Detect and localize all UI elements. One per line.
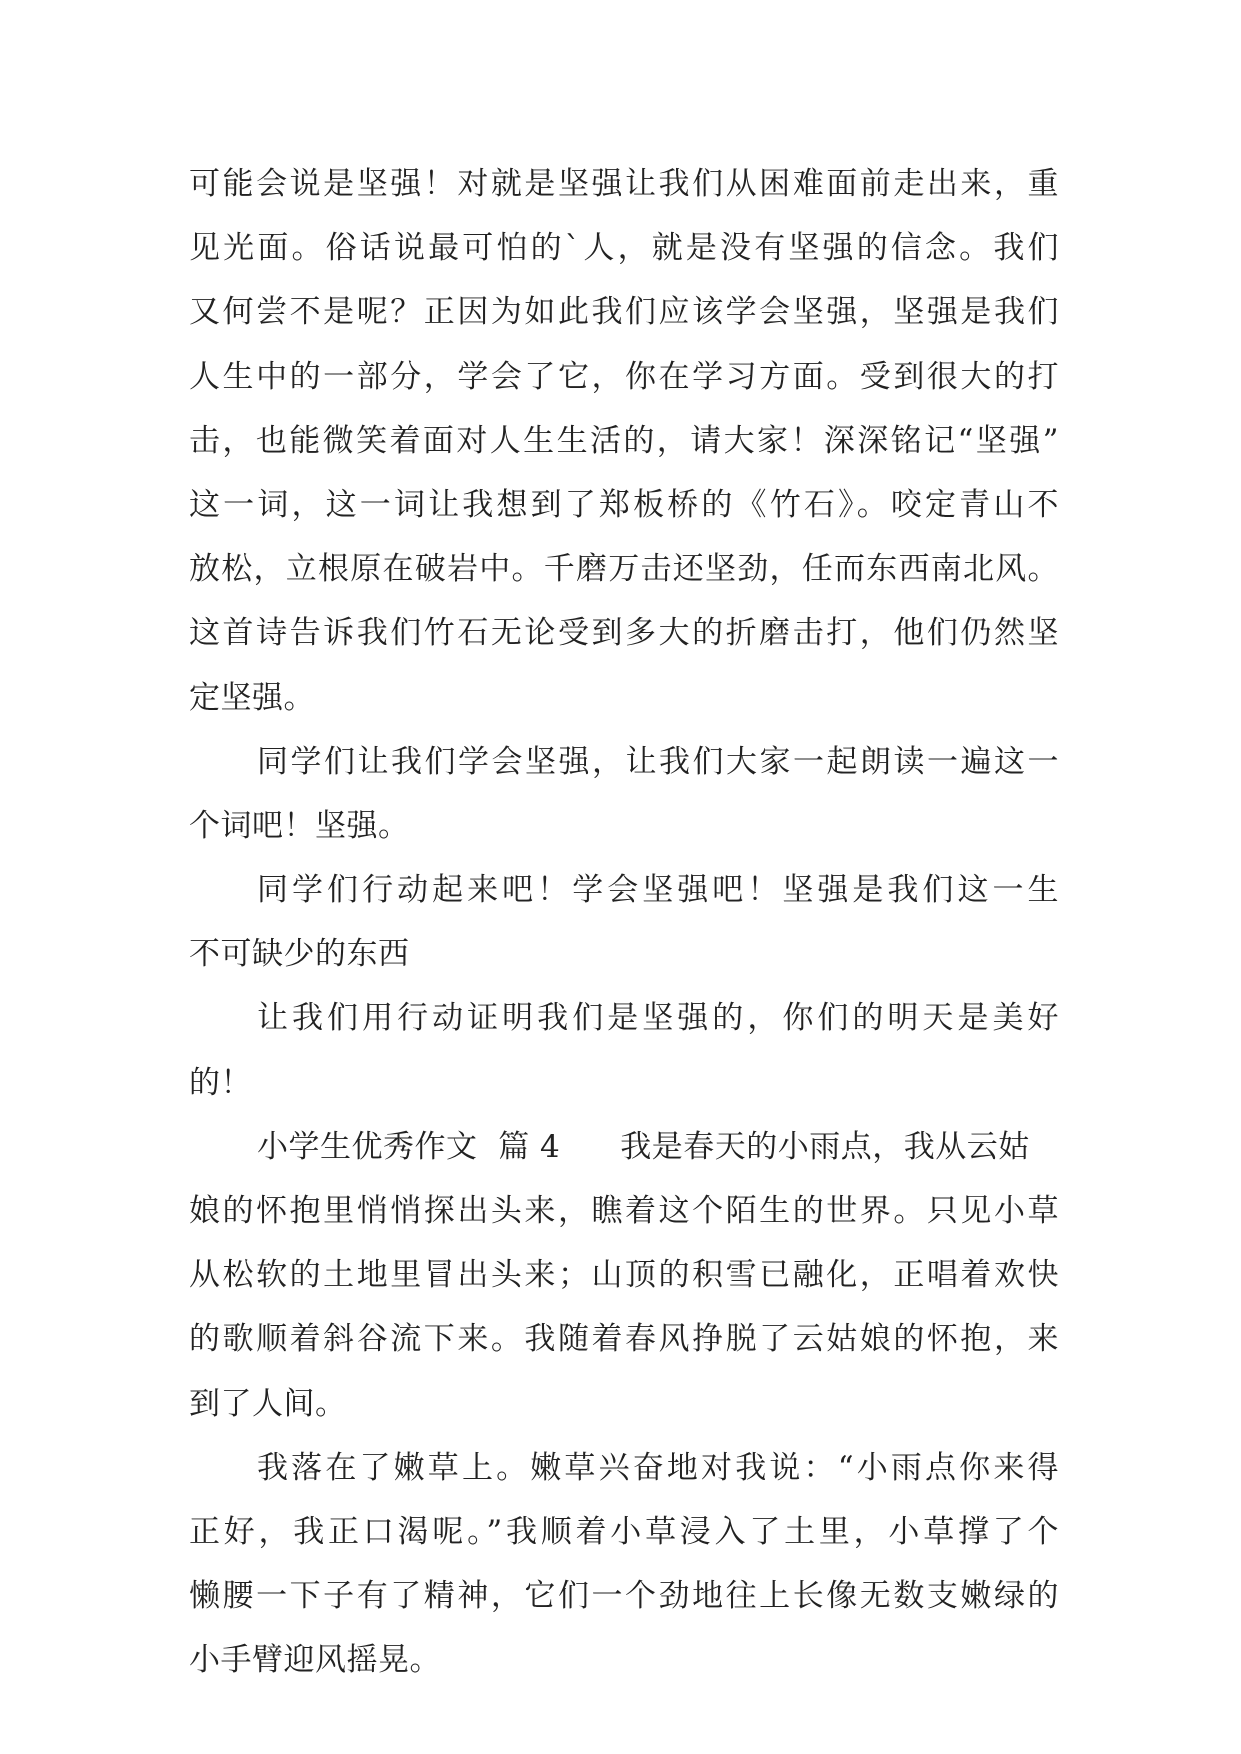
text-line: 这首诗告诉我们竹石无论受到多大的折磨击打，他们仍然坚 [189,615,1059,652]
text-line: 见光面。俗话说最可怕的`人，就是没有坚强的信念。我们 [189,230,1059,267]
document-body [189,152,1059,1693]
text-line: 放松，立根原在破岩中。千磨万击还坚劲，任而东西南北风。 [189,551,1059,588]
text-line: 我落在了嫩草上。嫩草兴奋地对我说：“小雨点你来得 [257,1449,1059,1486]
text-line: 不可缺少的东西 [189,936,410,973]
text-line: 懒腰一下子有了精神，它们一个劲地往上长像无数支嫩绿的 [189,1578,1059,1615]
text-line: 的！ [189,1064,252,1101]
text-line: 个词吧！坚强。 [189,807,410,844]
section-heading: 小学生优秀作文 篇 4 [257,1128,561,1165]
text-line: 人生中的一部分，学会了它，你在学习方面。受到很大的打 [189,358,1059,395]
section-heading-line [189,1115,1059,1179]
text-line: 同学们让我们学会坚强，让我们大家一起朗读一遍这一 [257,743,1059,780]
text-line: 击，也能微笑着面对人生生活的，请大家！深深铭记“坚强” [189,422,1059,459]
text-line: 娘的怀抱里悄悄探出头来，瞧着这个陌生的世界。只见小草 [189,1193,1059,1229]
text-line: 的歌顺着斜谷流下来。我随着春风挣脱了云姑娘的怀抱，来 [189,1321,1059,1358]
text-line: 这一词，这一词让我想到了郑板桥的《竹石》。咬定青山不 [189,486,1059,523]
text-line: 让我们用行动证明我们是坚强的，你们的明天是美好 [257,1000,1059,1037]
text-line: 我是春天的小雨点，我从云姑 [620,1128,1030,1165]
text-line: 正好，我正口渴呢。”我顺着小草浸入了土里，小草撑了个 [189,1513,1059,1550]
text-line: 小手臂迎风摇晃。 [189,1642,441,1679]
text-line: 可能会说是坚强！对就是坚强让我们从困难面前走出来，重 [189,166,1059,202]
text-line: 到了人间。 [189,1385,347,1422]
text-line: 又何尝不是呢？正因为如此我们应该学会坚强，坚强是我们 [189,294,1059,331]
text-line: 从松软的土地里冒出头来；山顶的积雪已融化，正唱着欢快 [189,1257,1059,1294]
text-line: 同学们行动起来吧！学会坚强吧！坚强是我们这一生 [257,872,1059,909]
text-line: 定坚强。 [189,679,315,716]
